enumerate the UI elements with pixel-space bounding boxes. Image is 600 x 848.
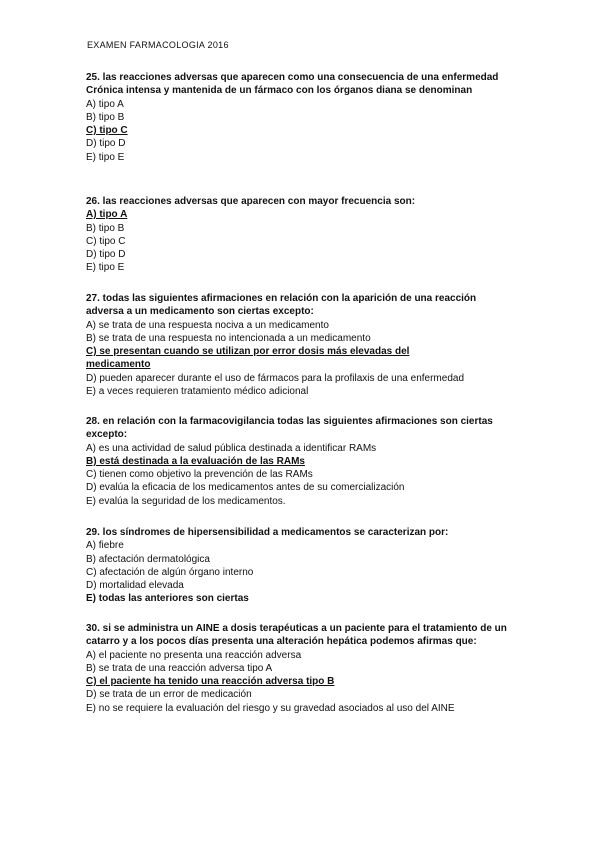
option-e: E) tipo E bbox=[86, 151, 125, 163]
question-text: 29. los síndromes de hipersensibilidad a medicamentos se caracterizan por: bbox=[86, 527, 449, 538]
option-e: E) a veces requieren tratamiento médico adicional bbox=[86, 386, 309, 398]
option-a: A) tipo A bbox=[86, 98, 124, 110]
option-d: D) evalúa la eficacia de los medicamentos antes de su comercialización bbox=[86, 482, 405, 494]
question-text: 30. si se administra un AINE a dosis terapéuticas a un paciente para el tratamiento de un catarro y a los pocos días presenta una alteración hepática podemos afirmas que: bbox=[86, 623, 507, 648]
option-a: A) el paciente no presenta una reacción adversa bbox=[86, 649, 302, 661]
page-header: EXAMEN FARMACOLOGIA 2016 bbox=[87, 40, 229, 50]
question-27 bbox=[86, 292, 512, 398]
question-25 bbox=[86, 71, 512, 164]
option-b-correct: B) está destinada a la evaluación de las RAMs bbox=[86, 455, 305, 467]
option-a: A) se trata de una respuesta nociva a un medicamento bbox=[86, 319, 329, 331]
option-b: B) se trata de una respuesta no intencionada a un medicamento bbox=[86, 332, 371, 344]
question-30 bbox=[86, 622, 512, 715]
question-26 bbox=[86, 195, 512, 275]
option-c: C) tienen como objetivo la prevención de las RAMs bbox=[86, 469, 313, 481]
option-a: A) es una actividad de salud pública destinada a identificar RAMs bbox=[86, 442, 377, 454]
option-b: B) tipo B bbox=[86, 111, 125, 123]
question-28 bbox=[86, 415, 512, 508]
option-e: E) tipo E bbox=[86, 262, 125, 274]
option-b: B) tipo B bbox=[86, 222, 125, 234]
option-c-correct: C) tipo C bbox=[86, 125, 128, 137]
option-a-correct: A) tipo A bbox=[86, 209, 128, 221]
option-d: D) tipo D bbox=[86, 138, 126, 150]
option-d: D) pueden aparecer durante el uso de fármacos para la profilaxis de una enfermedad bbox=[86, 372, 465, 384]
option-c: C) tipo C bbox=[86, 235, 126, 247]
option-e-correct: E) todas las anteriores son ciertas bbox=[86, 593, 249, 605]
option-c: C) afectación de algún órgano interno bbox=[86, 566, 254, 578]
option-c-correct: C) se presentan cuando se utilizan por error dosis más elevadas del medicamento bbox=[86, 346, 410, 371]
option-b: B) se trata de una reacción adversa tipo A bbox=[86, 662, 273, 674]
question-text: 28. en relación con la farmacovigilancia todas las siguientes afirmaciones son ciertas excepto: bbox=[86, 416, 493, 441]
option-e: E) no se requiere la evaluación del riesgo y su gravedad asociados al uso del AINE bbox=[86, 702, 455, 714]
question-text: 26. las reacciones adversas que aparecen con mayor frecuencia son: bbox=[86, 196, 416, 207]
option-d: D) mortalidad elevada bbox=[86, 580, 184, 592]
option-a: A) fiebre bbox=[86, 540, 124, 552]
option-b: B) afectación dermatológica bbox=[86, 553, 210, 565]
option-d: D) se trata de un error de medicación bbox=[86, 689, 252, 701]
question-text: 27. todas las siguientes afirmaciones en relación con la aparición de una reacción adversa a un medicamento son ciertas excepto: bbox=[86, 293, 477, 318]
question-text: 25. las reacciones adversas que aparecen como una consecuencia de una enfermedad Crónica intensa y mantenida de un fármaco con los órganos diana se denominan bbox=[86, 72, 499, 97]
option-d: D) tipo D bbox=[86, 249, 126, 261]
question-29 bbox=[86, 526, 512, 606]
option-e: E) evalúa la seguridad de los medicamentos. bbox=[86, 495, 286, 507]
option-c-correct: C) el paciente ha tenido una reacción adversa tipo B bbox=[86, 676, 335, 688]
